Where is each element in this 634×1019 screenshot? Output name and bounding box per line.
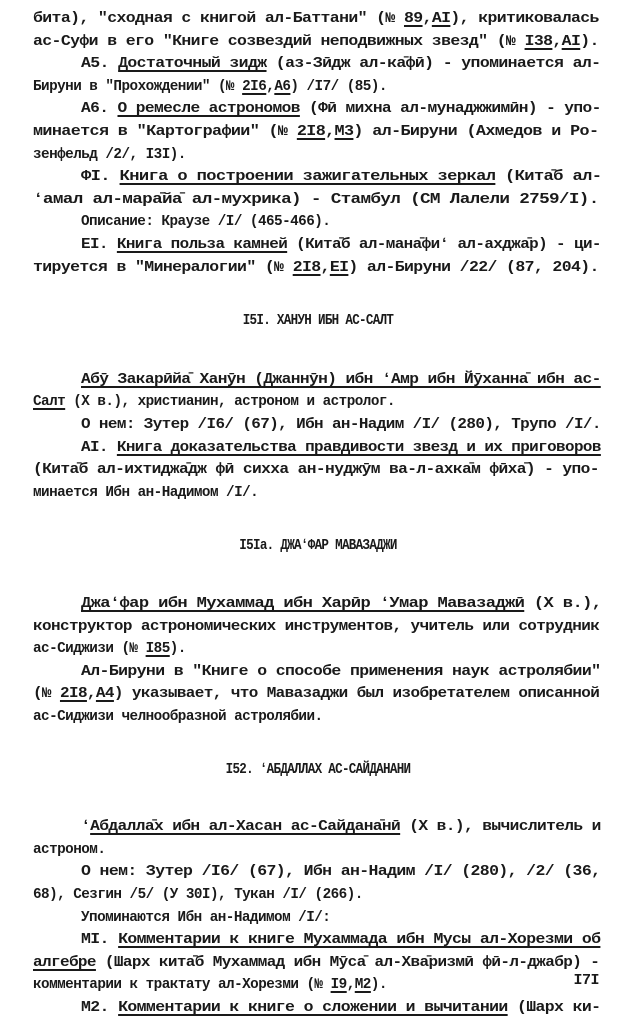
text-run: , bbox=[325, 124, 335, 140]
text-run: минается в "Картографии" (№ bbox=[33, 124, 297, 140]
text-line bbox=[33, 884, 363, 906]
text-run: Ал-Бируни в "Книге о способе применения наук астролябии" bbox=[81, 663, 601, 680]
underlined-text: Достаточный зидж bbox=[118, 56, 267, 73]
underlined-text: I85 bbox=[145, 641, 170, 658]
text-line bbox=[81, 234, 601, 256]
text-run: (Фӣ михна ал-мунаджжимӣн) - упо- bbox=[299, 101, 601, 118]
text-line bbox=[33, 8, 599, 30]
underlined-text: алгебре bbox=[33, 954, 96, 971]
text-run: ас-Сиджизи (№ bbox=[33, 641, 146, 658]
text-run: ЕI. bbox=[81, 237, 117, 253]
text-run: , bbox=[346, 977, 355, 994]
text-run: ), критиковалась bbox=[450, 11, 599, 27]
text-run: (Кита̄б ал-ихтиджа̄дж фӣ сихха ан-нуджӯм ва-л-ахка̄м фӣха̄) - упо- bbox=[33, 462, 599, 479]
underlined-text: I9 bbox=[330, 977, 347, 994]
text-run: ). bbox=[580, 33, 599, 50]
text-line bbox=[33, 616, 599, 638]
text-run: Упоминаются Ибн ан-Надимом /I/: bbox=[81, 909, 331, 926]
text-run: (X в.), христианин, астроном и астролог. bbox=[65, 394, 395, 411]
text-run: ас-Сиджизи челнообразной астролябии. bbox=[33, 709, 323, 725]
text-run: ) ал-Бируни (Ахмедов и Ро- bbox=[353, 124, 599, 140]
underlined-text: О ремесле астрономов bbox=[117, 101, 300, 118]
underlined-text: М2 bbox=[354, 977, 371, 994]
text-line bbox=[33, 121, 598, 143]
text-run: минается Ибн ан-Надимом /I/. bbox=[33, 484, 259, 501]
underlined-text: Книга польза камней bbox=[116, 237, 288, 253]
text-run: ʻ bbox=[81, 819, 91, 836]
underlined-text: Абӯ Закарӣйа̄ Ханӯн (Джаннӯн) ибн ʻАмр ибн Йӯханна̄ ибн ас- bbox=[81, 371, 601, 388]
text-line bbox=[33, 257, 599, 279]
underlined-text: 2I8 bbox=[292, 259, 321, 276]
text-line bbox=[33, 482, 258, 504]
text-line bbox=[81, 53, 600, 75]
text-line bbox=[33, 706, 323, 728]
section-heading: I5Iа. ДЖАʻФАР МАВАЗАДЖИ bbox=[239, 538, 397, 555]
text-run: АI. bbox=[81, 439, 117, 456]
text-run: (X в.), bbox=[524, 596, 602, 612]
text-line bbox=[81, 861, 600, 883]
text-line bbox=[33, 638, 186, 660]
text-line bbox=[81, 98, 601, 120]
text-run: ) ал-Бируни /22/ (87, 204). bbox=[348, 259, 599, 276]
text-line bbox=[81, 997, 600, 1019]
underlined-text: М3 bbox=[334, 124, 354, 140]
underlined-text: ЕI bbox=[329, 259, 349, 276]
text-run: ). bbox=[169, 641, 186, 658]
text-run: Бируни в "Прохождении" (№ bbox=[33, 78, 243, 95]
underlined-text: AI bbox=[561, 33, 581, 50]
underlined-text: AI bbox=[431, 11, 451, 27]
underlined-text: А4 bbox=[95, 686, 114, 703]
page-number: I7I bbox=[573, 972, 599, 989]
underlined-text: А6 bbox=[274, 78, 291, 95]
text-run: (№ bbox=[33, 686, 60, 703]
text-line bbox=[33, 952, 599, 974]
underlined-text: 89 bbox=[403, 11, 423, 27]
text-run: комментарии к трактату ал-Хорезми (№ bbox=[33, 977, 331, 994]
text-run: ) указывает, что Мавазаджи был изобретателем описанной bbox=[113, 686, 600, 703]
text-line bbox=[33, 76, 387, 98]
text-line bbox=[81, 437, 601, 459]
text-line bbox=[33, 189, 599, 211]
text-line bbox=[81, 593, 601, 615]
text-line bbox=[33, 31, 599, 53]
text-run: А5. bbox=[81, 56, 119, 73]
section-heading: I5I. ХАНУН ИБН АС-САЛТ bbox=[242, 313, 394, 330]
text-line bbox=[33, 391, 395, 413]
text-line bbox=[81, 907, 330, 929]
underlined-text: Книга доказательства правдивости звезд и их приговоров bbox=[116, 439, 601, 456]
text-run: (Кита̄б ал-мана̄фиʻ ал-ахджа̄р) - ци- bbox=[287, 237, 601, 253]
text-line bbox=[81, 816, 601, 838]
text-run: , bbox=[422, 11, 432, 27]
text-run: ʻамал ал-мара̄йа̄ ал-мухрика) - Стамбул (СМ Лалели 2759/I). bbox=[33, 191, 599, 208]
underlined-text: 2I6 bbox=[242, 78, 267, 95]
text-run: (X в.), вычислитель и bbox=[400, 819, 601, 836]
text-run: тируется в "Минералогии" (№ bbox=[33, 259, 293, 276]
text-line bbox=[81, 166, 601, 188]
text-run: зенфельд /2/, I3I). bbox=[33, 146, 186, 163]
underlined-text: 2I8 bbox=[296, 124, 326, 140]
text-run: , bbox=[266, 78, 275, 95]
text-line bbox=[81, 369, 601, 391]
text-line bbox=[33, 459, 599, 481]
text-run: О нем: Зутер /I6/ (67), Ибн ан-Надим /I/ (280), /2/ (36, bbox=[81, 864, 601, 881]
text-run: (Кита̄б ал- bbox=[495, 169, 602, 186]
text-run: М2. bbox=[81, 1000, 119, 1016]
text-line bbox=[33, 683, 599, 705]
text-run: ас-Суфи в его "Книге созвездий неподвижных звезд" (№ bbox=[33, 33, 525, 50]
underlined-text: Салт bbox=[33, 394, 66, 411]
text-run: (Шарх кита̄б Мухаммад ибн Мӯса̄ ал-Хва̄ризмӣ фӣ-л-джабр) - bbox=[95, 954, 600, 971]
underlined-text: Абдалла̄х ибн ал-Хасан ас-Сайдана̄нӣ bbox=[90, 819, 401, 836]
text-line bbox=[81, 661, 600, 683]
text-run: ). bbox=[370, 977, 387, 994]
underlined-text: Джаʻфар ибн Мухаммад ибн Харӣр ʻУмар Мавазаджӣ bbox=[81, 596, 525, 612]
text-line bbox=[81, 414, 601, 436]
text-line bbox=[33, 974, 387, 996]
underlined-text: I38 bbox=[524, 33, 553, 50]
text-line bbox=[33, 144, 186, 166]
underlined-text: Книга о построении зажигательных зеркал bbox=[119, 169, 496, 186]
text-run: , bbox=[86, 686, 96, 703]
text-run: бита), "сходная с книгой ал-Баттани" (№ bbox=[33, 11, 404, 27]
text-run: (аз-Зӣдж ал-ка̄фӣ) - упоминается ал- bbox=[266, 56, 601, 73]
text-run: МI. bbox=[81, 932, 119, 949]
text-line bbox=[81, 211, 330, 233]
text-run: астроном. bbox=[33, 841, 106, 858]
text-line bbox=[81, 929, 600, 951]
text-run: (Шарх ки- bbox=[507, 1000, 601, 1016]
text-run: , bbox=[552, 33, 562, 50]
text-run: ) /I7/ (85). bbox=[290, 78, 387, 95]
text-run: А6. bbox=[81, 101, 118, 118]
underlined-text: Комментарии к книге о сложении и вычитании bbox=[118, 1000, 508, 1016]
underlined-text: Комментарии к книге Мухаммада ибн Мусы ал-Хорезми об bbox=[118, 932, 601, 949]
text-run: Описание: Краузе /I/ (465-466). bbox=[81, 214, 331, 231]
text-run: , bbox=[320, 259, 330, 276]
text-run: конструктор астрономических инструментов, учитель или сотрудник bbox=[33, 618, 600, 635]
text-run: 68), Сезгин /5/ (У 30I), Тукан /I/ (266). bbox=[33, 887, 363, 903]
section-heading: I52. ʻАБДАЛЛАХ АС-САЙДАНАНИ bbox=[225, 761, 411, 778]
text-run: О нем: Зутер /I6/ (67), Ибн ан-Надим /I/ (280), Трупо /I/. bbox=[81, 417, 601, 433]
text-line bbox=[33, 839, 105, 861]
text-run: ФI. bbox=[81, 169, 120, 186]
underlined-text: 2I8 bbox=[59, 686, 87, 703]
